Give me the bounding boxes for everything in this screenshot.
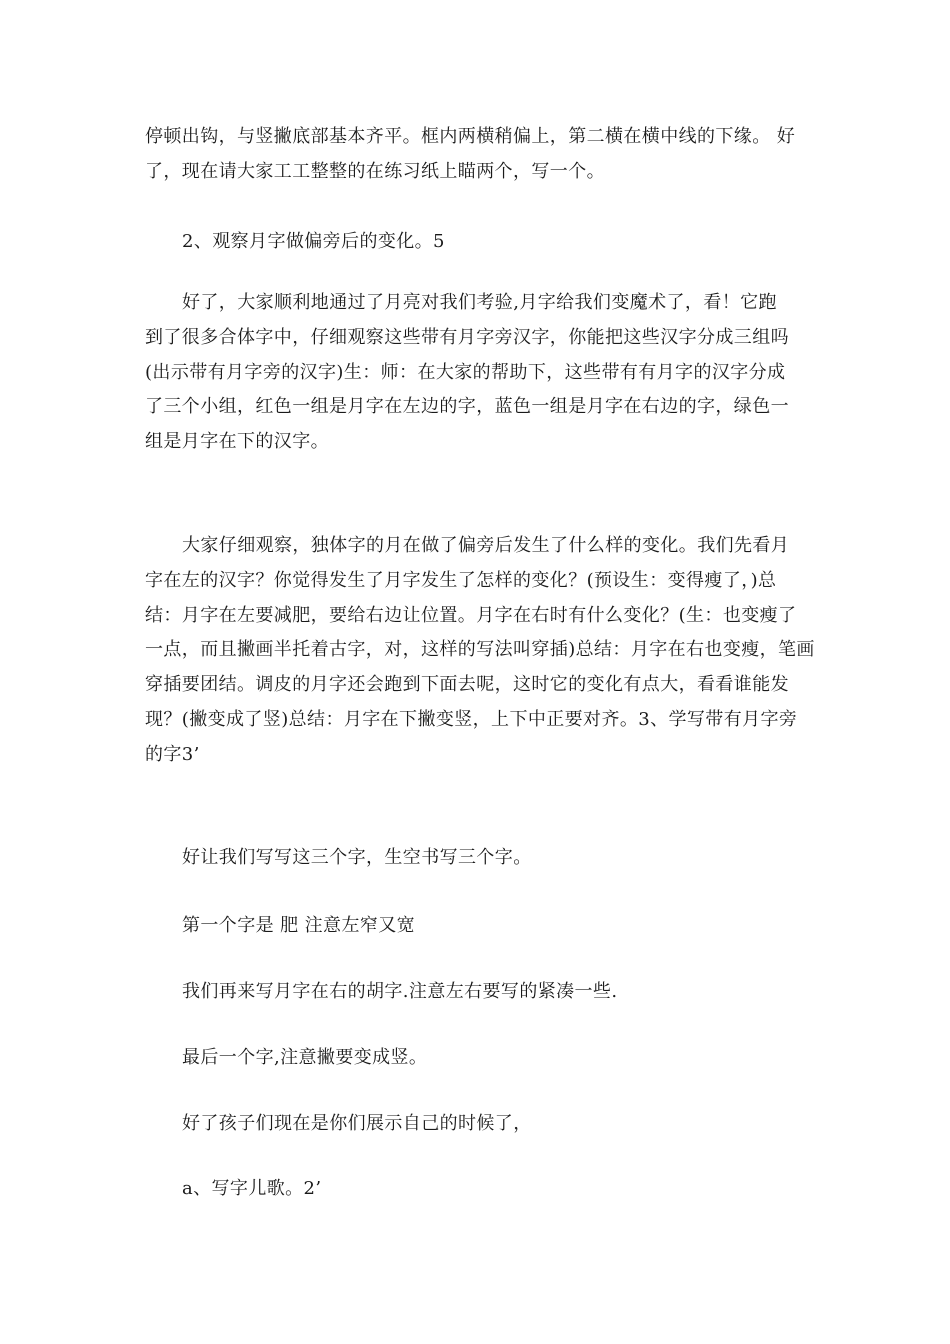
text-line: 好了，大家顺利地通过了月亮对我们考验,月字给我们变魔术了，看！它跑 [182,292,777,313]
text-line: 组是月字在下的汉字。 [145,431,329,453]
paragraph-10 [145,1172,810,1207]
paragraph-1 [145,120,810,190]
paragraph-8 [145,1041,810,1076]
text-line: 字在左的汉字？你觉得发生了月字发生了怎样的变化？(预设生：变得瘦了，)总 [145,569,777,591]
text-line: 一点，而且撇画半托着古字，对，这样的写法叫穿插)总结：月字在右也变瘦，笔画 [145,639,815,661]
text-line: 的字3’ [145,743,200,765]
text-line: a、写字儿歌。2’ [182,1178,322,1199]
paragraph-9 [145,1107,810,1142]
paragraph-3 [145,286,810,460]
text-line: 了，现在请大家工工整整的在练习纸上瞄两个，写一个。 [145,160,605,182]
text-line: 现？(撇变成了竖)总结：月字在下撇变竖，上下中正要对齐。3、学写带有月字旁 [145,708,798,730]
text-line: 穿插要团结。调皮的月字还会跑到下面去呢，这时它的变化有点大，看看谁能发 [145,674,789,696]
text-line: 最后一个字,注意撇要变成竖。 [182,1047,428,1068]
paragraph-5 [145,841,810,876]
text-line: 好了孩子们现在是你们展示自己的时候了， [182,1113,532,1134]
text-line: 好让我们写写这三个字，生空书写三个字。 [182,847,532,868]
paragraph-7 [145,975,810,1010]
text-line: (出示带有月字旁的汉字)生：师：在大家的帮助下，这些带有有月字的汉字分成 [145,361,786,383]
text-line: 第一个字是 肥 注意左窄又宽 [182,915,416,936]
text-line: 结：月字在左要减肥，要给右边让位置。月字在右时有什么变化？(生：也变瘦了 [145,604,797,626]
paragraph-4 [145,529,815,773]
text-line: 我们再来写月字在右的胡字.注意左右要写的紧凑一些. [182,981,618,1002]
text-line: 了三个小组，红色一组是月字在左边的字，蓝色一组是月字在右边的字，绿色一 [145,396,789,418]
paragraph-2 [145,225,810,260]
document-page [145,0,815,1344]
text-line: 到了很多合体字中，仔细观察这些带有月字旁汉字，你能把这些汉字分成三组吗 [145,326,789,348]
paragraph-6 [145,909,810,944]
text-line: 2、观察月字做偏旁后的变化。5 [182,231,445,252]
text-line: 大家仔细观察，独体字的月在做了偏旁后发生了什么样的变化。我们先看月 [182,535,790,556]
text-line: 停顿出钩，与竖撇底部基本齐平。框内两横稍偏上，第二横在横中线的下缘。 好 [145,126,796,147]
